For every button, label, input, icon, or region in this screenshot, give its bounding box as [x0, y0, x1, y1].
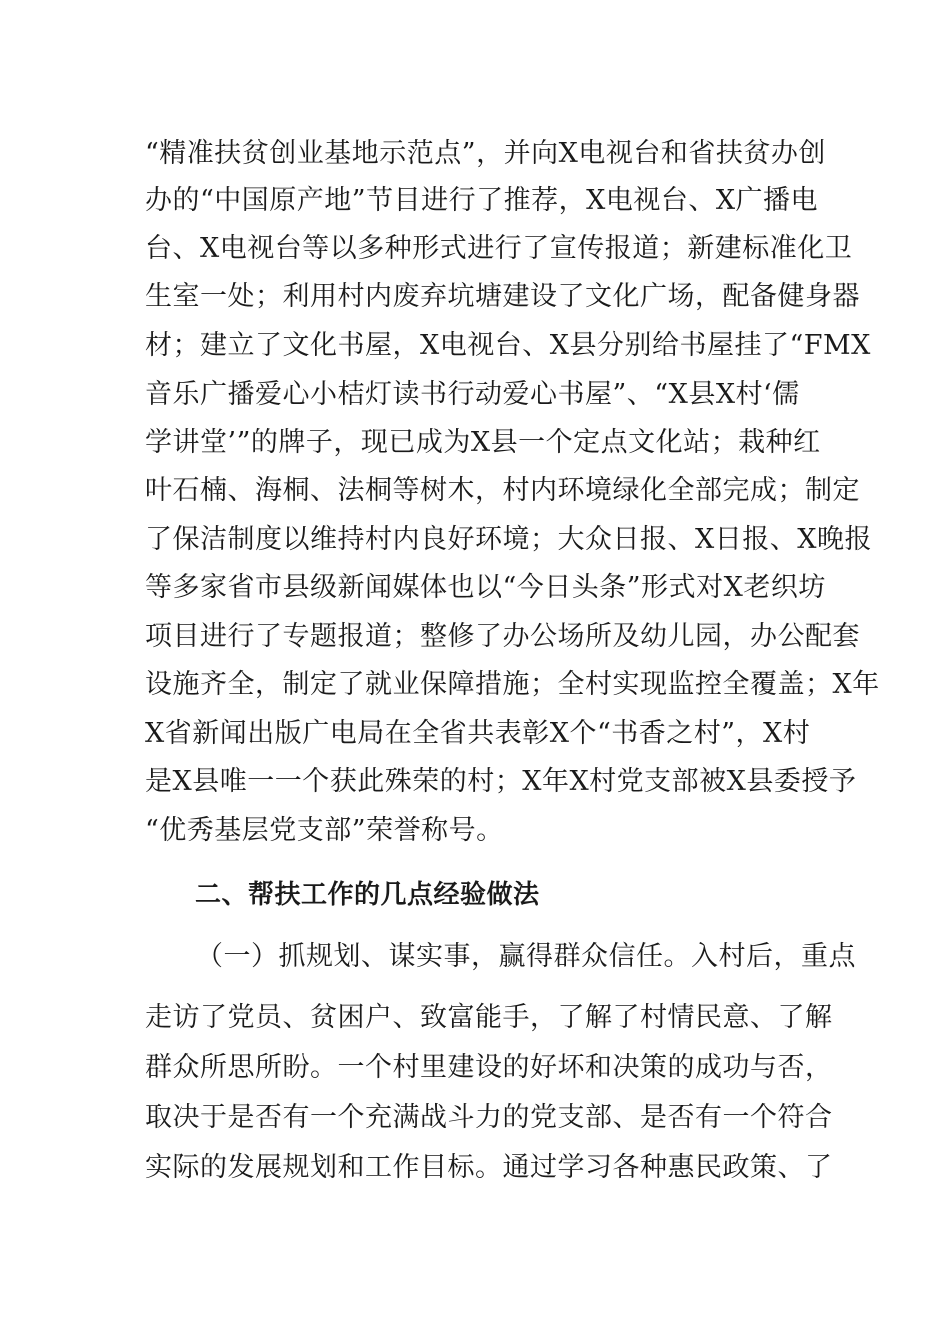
paragraph-line: X省新闻出版广电局在全省共表彰X个“书香之村”，X村 — [145, 718, 811, 749]
paragraph-line: 等多家省市县级新闻媒体也以“今日头条”形式对X老织坊 — [145, 572, 826, 603]
paragraph-line: “优秀基层党支部”荣誉称号。 — [145, 815, 504, 846]
paragraph-line: 取决于是否有一个充满战斗力的党支部、是否有一个符合 — [145, 1102, 833, 1133]
paragraph-line: （一）抓规划、谋实事，赢得群众信任。入村后，重点 — [196, 941, 856, 972]
paragraph-line: 群众所思所盼。一个村里建设的好坏和决策的成功与否， — [145, 1052, 833, 1083]
paragraph-line: 走访了党员、贫困户、致富能手，了解了村情民意、了解 — [145, 1002, 833, 1033]
paragraph-line: 学讲堂’”的牌子，现已成为X县一个定点文化站；栽种红 — [145, 427, 821, 458]
section-heading: 二、帮扶工作的几点经验做法 — [195, 880, 540, 910]
paragraph-line: 材；建立了文化书屋，X电视台、X县分别给书屋挂了“FMX — [145, 330, 871, 361]
paragraph-line: 是X县唯一一个获此殊荣的村；X年X村党支部被X县委授予 — [145, 766, 857, 797]
paragraph-line: 台、X电视台等以多种形式进行了宣传报道；新建标准化卫 — [145, 233, 853, 264]
paragraph-line: 项目进行了专题报道；整修了办公场所及幼儿园，办公配套 — [145, 621, 860, 652]
paragraph-line: 办的“中国原产地”节目进行了推荐，X电视台、X广播电 — [145, 185, 819, 216]
paragraph-line: 音乐广播爱心小桔灯读书行动爱心书屋”、“X县X村‘儒 — [145, 379, 800, 410]
paragraph-line: 了保洁制度以维持村内良好环境；大众日报、X日报、X晚报 — [145, 524, 872, 555]
paragraph-line: 实际的发展规划和工作目标。通过学习各种惠民政策、了 — [145, 1152, 833, 1183]
paragraph-line: 设施齐全，制定了就业保障措施；全村实现监控全覆盖；X年 — [145, 669, 880, 700]
paragraph-line: “精准扶贫创业基地示范点”，并向X电视台和省扶贫办创 — [145, 138, 826, 169]
paragraph-line: 叶石楠、海桐、法桐等树木，村内环境绿化全部完成；制定 — [145, 475, 860, 506]
paragraph-line: 生室一处；利用村内废弃坑塘建设了文化广场，配备健身器 — [145, 281, 860, 312]
